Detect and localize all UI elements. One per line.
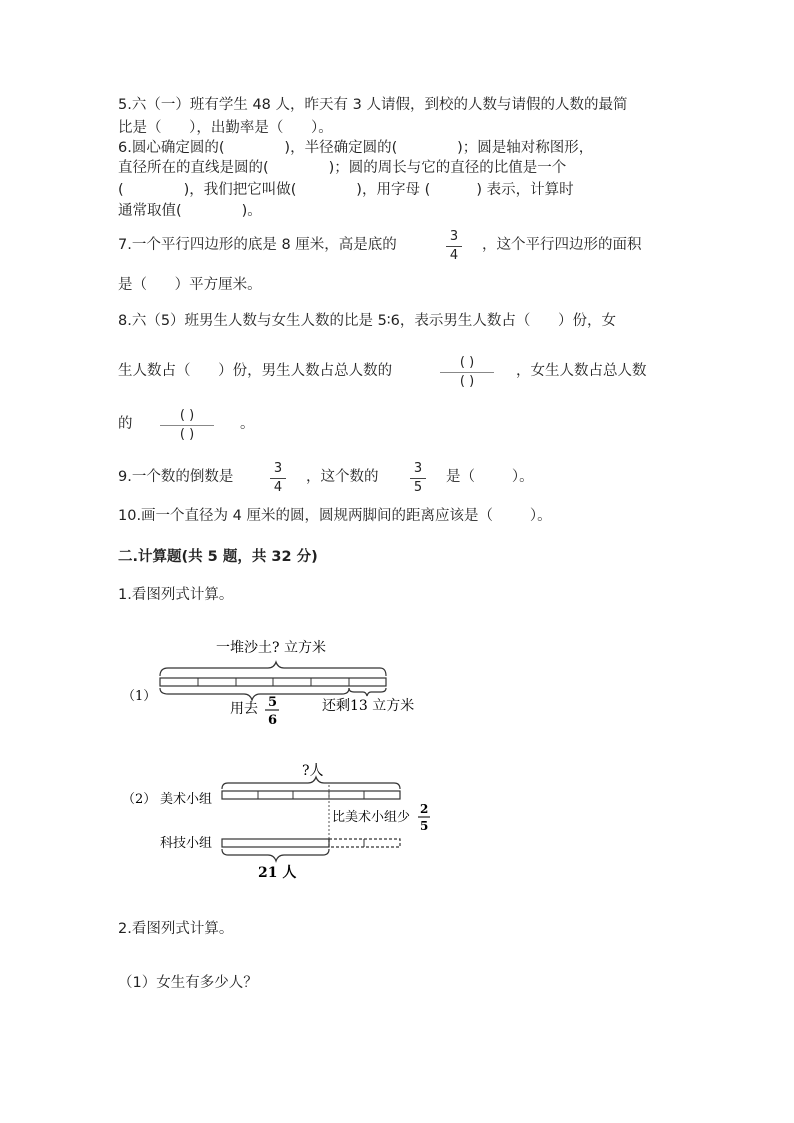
fig2-row2-label: 科技小组 xyxy=(160,836,213,851)
fig2-row1-label: 美术小组 xyxy=(160,792,213,807)
q8-blank-num-2: ( ) xyxy=(179,408,195,423)
q8-line3b: 。 xyxy=(240,416,255,432)
q6-line3: ( )，我们把它叫做( )，用字母 ( ) 表示，计算时 xyxy=(118,182,574,198)
art-tech-group-diagram xyxy=(118,755,448,885)
q8-line3a: 的 xyxy=(118,416,133,432)
q9-part2: ，这个数的 xyxy=(306,469,379,485)
q10-text: 10.画一个直径为 4 厘米的圆，圆规两脚间的距离应该是（ ）。 xyxy=(118,508,552,524)
fig1-remain-label: 还剩13 立方米 xyxy=(322,698,415,714)
fig2-top-label: ?人 xyxy=(302,763,324,779)
calc-q2-sub1: （1）女生有多少人？ xyxy=(118,975,258,991)
fig2-diff-num: 2 xyxy=(420,802,429,816)
q9-fraction-1 xyxy=(270,461,286,496)
fig2-diff-den: 5 xyxy=(420,819,429,833)
q7-part2: ，这个平行四边形的面积 xyxy=(482,237,642,253)
q7-frac-num: 3 xyxy=(449,229,459,244)
q6-line4: 通常取值( )。 xyxy=(118,203,262,219)
q9-f2-den: 5 xyxy=(413,480,423,495)
q8-blank-fraction-2 xyxy=(160,408,214,443)
fig1-used-label: 用去 xyxy=(230,701,258,717)
q8-blank-den-1: ( ) xyxy=(459,374,475,389)
fig1-used-num: 5 xyxy=(268,695,278,710)
q8-blank-den-2: ( ) xyxy=(179,427,195,442)
q9-f2-num: 3 xyxy=(413,461,423,476)
q9-f1-den: 4 xyxy=(273,480,283,495)
fig1-top-label: 一堆沙土? 立方米 xyxy=(216,640,326,656)
q9-fraction-2 xyxy=(410,461,426,496)
section-heading: 二.计算题(共 5 题，共 32 分) xyxy=(118,549,318,565)
fig2-index: （2） xyxy=(122,792,157,807)
fig1-used-den: 6 xyxy=(268,713,278,728)
q8-line2a: 生人数占（ ）份，男生人数占总人数的 xyxy=(118,363,393,379)
q9-part3: 是（ ）。 xyxy=(446,469,534,485)
fig2-bottom-label: 21 人 xyxy=(258,865,297,881)
q9-f1-num: 3 xyxy=(273,461,283,476)
q7-part1: 7.一个平行四边形的底是 8 厘米，高是底的 xyxy=(118,237,397,253)
calc-q1-label: 1.看图列式计算。 xyxy=(118,587,234,603)
q8-blank-num-1: ( ) xyxy=(459,355,475,370)
calc-q2-label: 2.看图列式计算。 xyxy=(118,921,234,937)
q6-line2: 直径所在的直线是圆的( )；圆的周长与它的直径的比值是一个 xyxy=(118,160,567,176)
q7-line2: 是（ ）平方厘米。 xyxy=(118,277,262,293)
sand-pile-diagram xyxy=(118,630,438,730)
q8-blank-fraction-1 xyxy=(440,355,494,390)
fig1-index: （1） xyxy=(122,689,157,704)
q7-frac-den: 4 xyxy=(449,248,459,263)
q9-part1: 9.一个数的倒数是 xyxy=(118,469,234,485)
q8-line2b: ，女生人数占总人数 xyxy=(516,363,647,379)
fig2-diff-label: 比美术小组少 xyxy=(332,810,411,825)
q7-fraction xyxy=(446,229,462,264)
q6-line1: 6.圆心确定圆的( )，半径确定圆的( )；圆是轴对称图形， xyxy=(118,140,594,156)
q8-line1: 8.六（5）班男生人数与女生人数的比是 5∶6，表示男生人数占（ ）份，女 xyxy=(118,313,617,329)
q5-line2: 比是（ ），出勤率是（ ）。 xyxy=(118,120,333,136)
q5-line1: 5.六（一）班有学生 48 人，昨天有 3 人请假，到校的人数与请假的人数的最简 xyxy=(118,97,628,113)
